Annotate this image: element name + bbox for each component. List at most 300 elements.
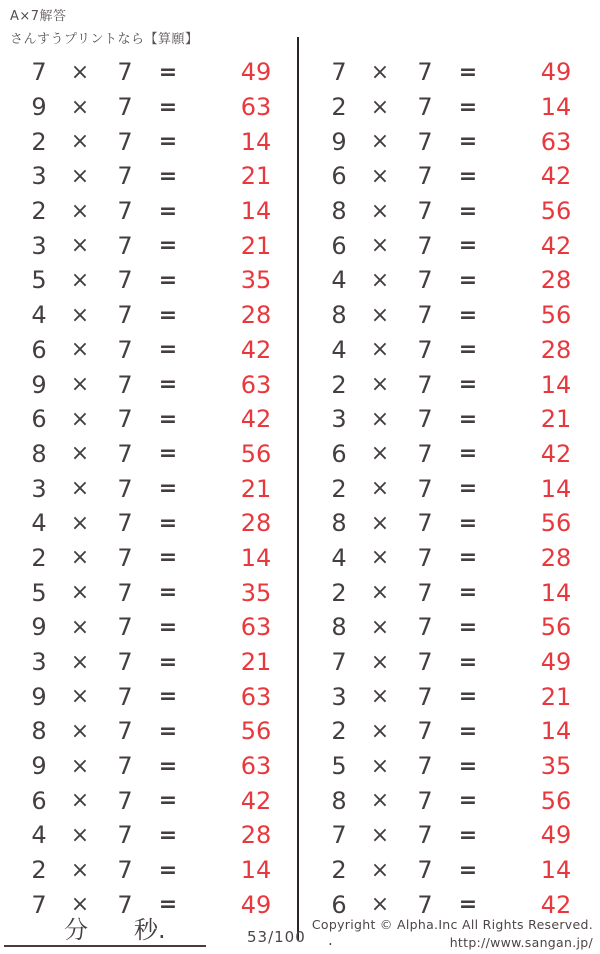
times-operator: × — [370, 59, 390, 85]
equals-sign: = — [458, 129, 478, 155]
problem-row — [21, 194, 300, 229]
answer-value: 42 — [240, 335, 272, 364]
multiplicand: 7 — [31, 890, 47, 919]
equals-sign: = — [458, 857, 478, 883]
multiplicand: 4 — [31, 821, 47, 850]
multiplier: 7 — [417, 197, 433, 226]
answer-value: 14 — [540, 474, 572, 503]
times-operator: × — [370, 441, 390, 467]
times-operator: × — [70, 233, 90, 259]
answer-value: 49 — [240, 890, 272, 919]
multiplicand: 3 — [331, 682, 347, 711]
times-operator: × — [370, 718, 390, 744]
answer-value: 35 — [240, 266, 272, 295]
multiplier: 7 — [117, 821, 133, 850]
answer-value: 21 — [240, 474, 272, 503]
problem-row — [321, 367, 600, 402]
equals-sign: = — [458, 822, 478, 848]
times-operator: × — [370, 267, 390, 293]
multiplier: 7 — [117, 127, 133, 156]
multiplier: 7 — [417, 301, 433, 330]
problem-row — [21, 818, 300, 853]
times-operator: × — [370, 822, 390, 848]
times-operator: × — [70, 94, 90, 120]
equals-sign: = — [458, 510, 478, 536]
times-operator: × — [70, 649, 90, 675]
times-operator: × — [370, 510, 390, 536]
problem-row — [21, 298, 300, 333]
answer-value: 35 — [240, 578, 272, 607]
multiplicand: 6 — [331, 439, 347, 468]
problem-row — [321, 402, 600, 437]
multiplier: 7 — [117, 301, 133, 330]
answer-value: 28 — [540, 335, 572, 364]
equals-sign: = — [158, 614, 178, 640]
problem-row — [321, 228, 600, 263]
answer-value: 63 — [240, 752, 272, 781]
multiplicand: 6 — [331, 162, 347, 191]
times-operator: × — [70, 822, 90, 848]
equals-sign: = — [158, 129, 178, 155]
multiplicand: 4 — [331, 335, 347, 364]
problem-row — [21, 228, 300, 263]
times-operator: × — [70, 441, 90, 467]
answer-value: 56 — [540, 786, 572, 815]
multiplier: 7 — [417, 509, 433, 538]
answer-value: 56 — [240, 717, 272, 746]
problem-row — [21, 679, 300, 714]
multiplier: 7 — [117, 543, 133, 572]
multiplier: 7 — [417, 231, 433, 260]
equals-sign: = — [158, 233, 178, 259]
answer-value: 28 — [240, 821, 272, 850]
answer-value: 14 — [540, 856, 572, 885]
answer-value: 21 — [540, 405, 572, 434]
multiplicand: 6 — [31, 335, 47, 364]
multiplier: 7 — [417, 613, 433, 642]
multiplier: 7 — [417, 717, 433, 746]
times-operator: × — [70, 372, 90, 398]
multiplier: 7 — [117, 58, 133, 87]
multiplicand: 5 — [31, 578, 47, 607]
times-operator: × — [70, 718, 90, 744]
problem-row — [21, 541, 300, 576]
equals-sign: = — [158, 302, 178, 328]
problem-row — [321, 783, 600, 818]
times-operator: × — [70, 510, 90, 536]
answer-value: 42 — [540, 231, 572, 260]
times-operator: × — [370, 788, 390, 814]
problem-row — [21, 645, 300, 680]
multiplicand: 2 — [331, 93, 347, 122]
problem-row — [21, 159, 300, 194]
answer-value: 28 — [240, 301, 272, 330]
copyright-block — [312, 916, 593, 951]
equals-sign: = — [158, 580, 178, 606]
equals-sign: = — [158, 337, 178, 363]
multiplier: 7 — [417, 93, 433, 122]
equals-sign: = — [158, 753, 178, 779]
minutes-label: 分 — [64, 916, 88, 944]
problem-row — [21, 610, 300, 645]
multiplier: 7 — [417, 335, 433, 364]
equals-sign: = — [158, 788, 178, 814]
times-operator: × — [70, 476, 90, 502]
problem-row — [21, 471, 300, 506]
problem-row — [321, 298, 600, 333]
multiplicand: 2 — [331, 578, 347, 607]
times-operator: × — [70, 406, 90, 432]
times-operator: × — [70, 614, 90, 640]
answer-value: 14 — [240, 127, 272, 156]
multiplicand: 9 — [31, 613, 47, 642]
answer-value: 42 — [540, 162, 572, 191]
multiplier: 7 — [117, 197, 133, 226]
times-operator: × — [370, 372, 390, 398]
times-operator: × — [370, 302, 390, 328]
problem-row — [21, 90, 300, 125]
multiplier: 7 — [417, 682, 433, 711]
times-operator: × — [70, 198, 90, 224]
answer-value: 42 — [240, 786, 272, 815]
equals-sign: = — [458, 753, 478, 779]
times-operator: × — [70, 59, 90, 85]
answer-value: 63 — [540, 127, 572, 156]
answer-value: 63 — [240, 682, 272, 711]
multiplier: 7 — [117, 231, 133, 260]
equals-sign: = — [458, 198, 478, 224]
answer-value: 49 — [540, 821, 572, 850]
equals-sign: = — [158, 163, 178, 189]
answer-value: 28 — [540, 543, 572, 572]
equals-sign: = — [158, 510, 178, 536]
multiplicand: 2 — [331, 717, 347, 746]
answer-value: 14 — [240, 197, 272, 226]
answer-value: 14 — [240, 543, 272, 572]
multiplicand: 8 — [331, 197, 347, 226]
multiplicand: 9 — [31, 682, 47, 711]
multiplier: 7 — [417, 856, 433, 885]
problem-row — [321, 124, 600, 159]
times-operator: × — [370, 94, 390, 120]
problem-row — [321, 645, 600, 680]
problem-row — [321, 333, 600, 368]
multiplier: 7 — [417, 786, 433, 815]
multiplicand: 8 — [31, 717, 47, 746]
multiplier: 7 — [417, 439, 433, 468]
equals-sign: = — [158, 441, 178, 467]
equals-sign: = — [458, 441, 478, 467]
multiplicand: 4 — [31, 509, 47, 538]
multiplicand: 7 — [331, 821, 347, 850]
multiplicand: 7 — [331, 648, 347, 677]
times-operator: × — [370, 163, 390, 189]
multiplier: 7 — [417, 821, 433, 850]
equals-sign: = — [458, 649, 478, 675]
times-operator: × — [370, 476, 390, 502]
equals-sign: = — [158, 649, 178, 675]
answer-value: 21 — [240, 231, 272, 260]
equals-sign: = — [158, 476, 178, 502]
problem-row — [321, 437, 600, 472]
answer-value: 14 — [540, 578, 572, 607]
problem-row — [21, 333, 300, 368]
equals-sign: = — [158, 718, 178, 744]
multiplicand: 7 — [331, 58, 347, 87]
equals-sign: = — [158, 198, 178, 224]
equals-sign: = — [458, 233, 478, 259]
footer-dot: . — [328, 931, 333, 949]
copyright-text: Copyright © Alpha.Inc All Rights Reserved. — [311, 917, 593, 932]
answer-value: 56 — [540, 301, 572, 330]
multiplicand: 5 — [331, 752, 347, 781]
problems-area — [0, 55, 600, 923]
times-operator: × — [70, 892, 90, 918]
times-operator: × — [370, 857, 390, 883]
multiplicand: 6 — [331, 890, 347, 919]
multiplicand: 3 — [331, 405, 347, 434]
problem-row — [321, 194, 600, 229]
multiplicand: 2 — [31, 856, 47, 885]
multiplicand: 2 — [31, 127, 47, 156]
equals-sign: = — [458, 163, 478, 189]
equals-sign: = — [458, 684, 478, 710]
multiplier: 7 — [117, 335, 133, 364]
times-operator: × — [70, 129, 90, 155]
equals-sign: = — [458, 337, 478, 363]
equals-sign: = — [158, 372, 178, 398]
multiplicand: 8 — [331, 613, 347, 642]
multiplicand: 2 — [31, 543, 47, 572]
problem-row — [21, 714, 300, 749]
equals-sign: = — [458, 788, 478, 814]
times-operator: × — [70, 302, 90, 328]
equals-sign: = — [158, 857, 178, 883]
multiplier: 7 — [117, 405, 133, 434]
problem-row — [21, 575, 300, 610]
multiplicand: 9 — [331, 127, 347, 156]
multiplier: 7 — [117, 439, 133, 468]
multiplier: 7 — [117, 93, 133, 122]
equals-sign: = — [458, 372, 478, 398]
multiplier: 7 — [417, 127, 433, 156]
times-operator: × — [70, 753, 90, 779]
equals-sign: = — [458, 406, 478, 432]
times-operator: × — [370, 649, 390, 675]
problem-row — [21, 402, 300, 437]
multiplier: 7 — [417, 58, 433, 87]
times-operator: × — [370, 545, 390, 571]
times-operator: × — [370, 337, 390, 363]
multiplicand: 3 — [31, 648, 47, 677]
equals-sign: = — [458, 580, 478, 606]
times-operator: × — [370, 614, 390, 640]
answer-value: 56 — [240, 439, 272, 468]
equals-sign: = — [158, 59, 178, 85]
multiplicand: 4 — [31, 301, 47, 330]
answer-value: 49 — [240, 58, 272, 87]
answer-value: 35 — [540, 752, 572, 781]
problems-column-left — [0, 55, 300, 923]
answer-value: 21 — [240, 162, 272, 191]
answer-value: 42 — [540, 890, 572, 919]
multiplier: 7 — [417, 370, 433, 399]
equals-sign: = — [458, 545, 478, 571]
multiplicand: 2 — [331, 856, 347, 885]
multiplier: 7 — [117, 509, 133, 538]
multiplicand: 6 — [31, 786, 47, 815]
multiplier: 7 — [117, 474, 133, 503]
problem-row — [21, 437, 300, 472]
multiplicand: 8 — [331, 509, 347, 538]
times-operator: × — [370, 233, 390, 259]
problems-column-right — [300, 55, 600, 923]
multiplier: 7 — [417, 162, 433, 191]
answer-value: 14 — [540, 370, 572, 399]
multiplier: 7 — [117, 370, 133, 399]
problem-row — [21, 783, 300, 818]
multiplicand: 8 — [331, 301, 347, 330]
problem-row — [21, 124, 300, 159]
answer-value: 56 — [540, 613, 572, 642]
times-operator: × — [70, 267, 90, 293]
multiplicand: 6 — [331, 231, 347, 260]
times-operator: × — [370, 892, 390, 918]
multiplicand: 3 — [31, 162, 47, 191]
equals-sign: = — [458, 267, 478, 293]
answer-value: 63 — [240, 370, 272, 399]
problem-row — [321, 818, 600, 853]
problem-row — [321, 749, 600, 784]
multiplier: 7 — [117, 266, 133, 295]
problem-row — [321, 55, 600, 90]
equals-sign: = — [158, 545, 178, 571]
times-operator: × — [370, 406, 390, 432]
equals-sign: = — [458, 476, 478, 502]
equals-sign: = — [158, 892, 178, 918]
problem-row — [321, 679, 600, 714]
times-operator: × — [370, 753, 390, 779]
problem-row — [321, 506, 600, 541]
problem-row — [21, 263, 300, 298]
equals-sign: = — [458, 892, 478, 918]
answer-value: 49 — [540, 58, 572, 87]
equals-sign: = — [158, 267, 178, 293]
multiplicand: 8 — [331, 786, 347, 815]
multiplier: 7 — [117, 752, 133, 781]
equals-sign: = — [158, 684, 178, 710]
times-operator: × — [370, 198, 390, 224]
times-operator: × — [370, 129, 390, 155]
multiplier: 7 — [417, 474, 433, 503]
multiplier: 7 — [117, 682, 133, 711]
time-entry-line — [4, 915, 206, 947]
answer-value: 49 — [540, 648, 572, 677]
multiplier: 7 — [417, 405, 433, 434]
answer-value: 21 — [240, 648, 272, 677]
worksheet-subtitle: さんすうプリントなら【算願】 — [10, 32, 199, 47]
answer-value: 56 — [540, 197, 572, 226]
multiplier: 7 — [117, 890, 133, 919]
problem-row — [321, 853, 600, 888]
times-operator: × — [70, 337, 90, 363]
problem-row — [21, 55, 300, 90]
times-operator: × — [370, 684, 390, 710]
multiplier: 7 — [117, 856, 133, 885]
equals-sign: = — [458, 614, 478, 640]
problem-row — [21, 749, 300, 784]
page-number: 53/100 — [247, 928, 306, 946]
problem-row — [321, 90, 600, 125]
answer-value: 21 — [540, 682, 572, 711]
answer-value: 63 — [240, 613, 272, 642]
problem-row — [321, 541, 600, 576]
answer-value: 63 — [240, 93, 272, 122]
multiplier: 7 — [417, 648, 433, 677]
multiplicand: 4 — [331, 543, 347, 572]
times-operator: × — [70, 684, 90, 710]
multiplicand: 9 — [31, 93, 47, 122]
answer-value: 14 — [540, 717, 572, 746]
multiplicand: 2 — [331, 474, 347, 503]
multiplicand: 5 — [31, 266, 47, 295]
multiplier: 7 — [417, 266, 433, 295]
multiplier: 7 — [117, 613, 133, 642]
equals-sign: = — [158, 822, 178, 848]
multiplicand: 3 — [31, 231, 47, 260]
answer-value: 28 — [240, 509, 272, 538]
multiplicand: 6 — [31, 405, 47, 434]
column-divider — [297, 37, 299, 940]
answer-value: 56 — [540, 509, 572, 538]
times-operator: × — [70, 545, 90, 571]
site-url: http://www.sangan.jp/ — [449, 934, 593, 950]
problem-row — [21, 853, 300, 888]
times-operator: × — [70, 580, 90, 606]
worksheet-header — [10, 5, 198, 47]
multiplier: 7 — [417, 543, 433, 572]
problem-row — [21, 367, 300, 402]
multiplicand: 3 — [31, 474, 47, 503]
times-operator: × — [70, 788, 90, 814]
multiplier: 7 — [117, 717, 133, 746]
answer-value: 42 — [240, 405, 272, 434]
multiplicand: 2 — [331, 370, 347, 399]
multiplicand: 7 — [31, 58, 47, 87]
problem-row — [321, 714, 600, 749]
problem-row — [321, 159, 600, 194]
times-operator: × — [70, 163, 90, 189]
multiplier: 7 — [417, 890, 433, 919]
problem-row — [321, 610, 600, 645]
multiplicand: 8 — [31, 439, 47, 468]
multiplier: 7 — [417, 752, 433, 781]
equals-sign: = — [458, 94, 478, 120]
equals-sign: = — [158, 406, 178, 432]
multiplier: 7 — [417, 578, 433, 607]
answer-value: 14 — [540, 93, 572, 122]
multiplier: 7 — [117, 578, 133, 607]
problem-row — [21, 506, 300, 541]
problem-row — [321, 471, 600, 506]
times-operator: × — [370, 580, 390, 606]
seconds-label: 秒. — [134, 916, 166, 944]
equals-sign: = — [458, 302, 478, 328]
problem-row — [321, 575, 600, 610]
worksheet-title: A×7解答 — [10, 9, 67, 24]
equals-sign: = — [458, 718, 478, 744]
multiplier: 7 — [117, 162, 133, 191]
